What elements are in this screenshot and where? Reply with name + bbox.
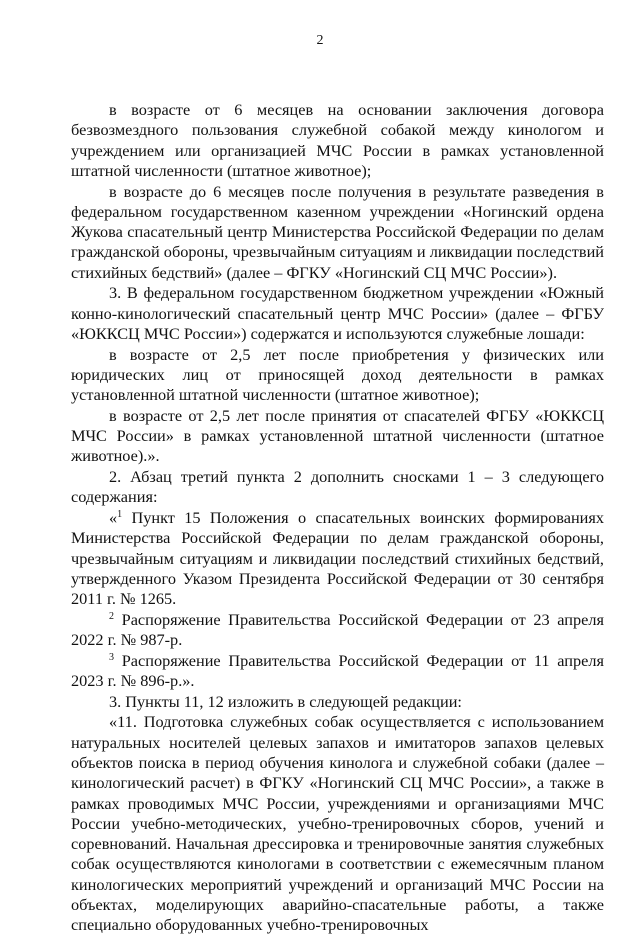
footnote-1-text: Пункт 15 Положения о спасательных воинских формированиях Министерства Российской Федерации по делам гражданской обороны, чрезвычайным ситуациям и ликвидации последствий стихийных бедствий, утвержденного Указом Президента Российской Федерации от 30 сентября 2011 г. № 1265. [71, 508, 604, 609]
footnote-3-marker: 3 [109, 651, 114, 663]
footnote-2-text: Распоряжение Правительства Российской Федерации от 23 апреля 2022 г. № 987-р. [71, 609, 604, 650]
paragraph-horses-acquisition: в возрасте от 2,5 лет после приобретения у физических или юридических лиц от приносящей доход деятельности в рамках установленной штатной численности (штатное животное); [71, 344, 604, 405]
footnote-2-marker: 2 [109, 610, 114, 622]
footnote-3 [71, 651, 604, 692]
paragraph-item-11-dog-training: «11. Подготовка служебных собак осуществляется с использованием натуральных носителей целевых запахов и имитаторов запахов целевых объектов поиска в период обучения кинолога и служебной собаки (далее – кинологический расчет) в ФГКУ «Ногинский СЦ МЧС России», а также в рамках проводимых МЧС России, учреждениями и организациями МЧС России учебно-методических, учебно-тренировочных сборов, учений и соревнований. Начальная дрессировка и тренировочные занятия служебных собак осуществляются кинологами в соответствии с ежемесячным планом кинологических мероприятий учреждений и организаций МЧС России на объектах, моделирующих аварийно-спасательные работы, а также специально оборудованных учебно-тренировочных [71, 712, 604, 935]
footnote-3-text: Распоряжение Правительства Российской Федерации от 11 апреля 2023 г. № 896-р.». [71, 650, 604, 691]
paragraph-age-under-6-months: в возрасте до 6 месяцев после получения в результате разведения в федеральном государственном казенном учреждении «Ногинский ордена Жукова спасательный центр Министерства Российской Федерации по делам гражданской обороны, чрезвычайным ситуациям и ликвидации последствий стихийных бедствий» (далее – ФГКУ «Ногинский СЦ МЧС России»). [71, 181, 604, 282]
footnote-1-marker: 1 [117, 509, 123, 520]
footnote-1 [71, 508, 604, 609]
paragraph-horses-from-rescuers: в возрасте от 2,5 лет после принятия от спасателей ФГБУ «ЮККСЦ МЧС России» в рамках установленной штатной численности (штатное животное).». [71, 405, 604, 466]
paragraph-age-6-months-contract: в возрасте от 6 месяцев на основании заключения договора безвозмездного пользования служебной собакой между кинологом и учреждением или организацией МЧС России в рамках установленной штатной численности (штатное животное); [71, 100, 604, 180]
page-number: 2 [316, 33, 324, 48]
paragraph-amendment-footnotes: 2. Абзац третий пункта 2 дополнить сносками 1 – 3 следующего содержания: [71, 467, 604, 507]
document-body [71, 100, 604, 936]
paragraph-item-3-horses: 3. В федеральном государственном бюджетном учреждении «Южный конно-кинологический спасательный центр МЧС России» (далее – ФГБУ «ЮККСЦ МЧС России») содержатся и используются служебные лошади: [71, 283, 604, 343]
footnote-2 [71, 610, 604, 651]
footnote-1-open-quote: « [109, 508, 118, 527]
paragraph-amendment-items-11-12: 3. Пункты 11, 12 изложить в следующей редакции: [109, 691, 462, 711]
